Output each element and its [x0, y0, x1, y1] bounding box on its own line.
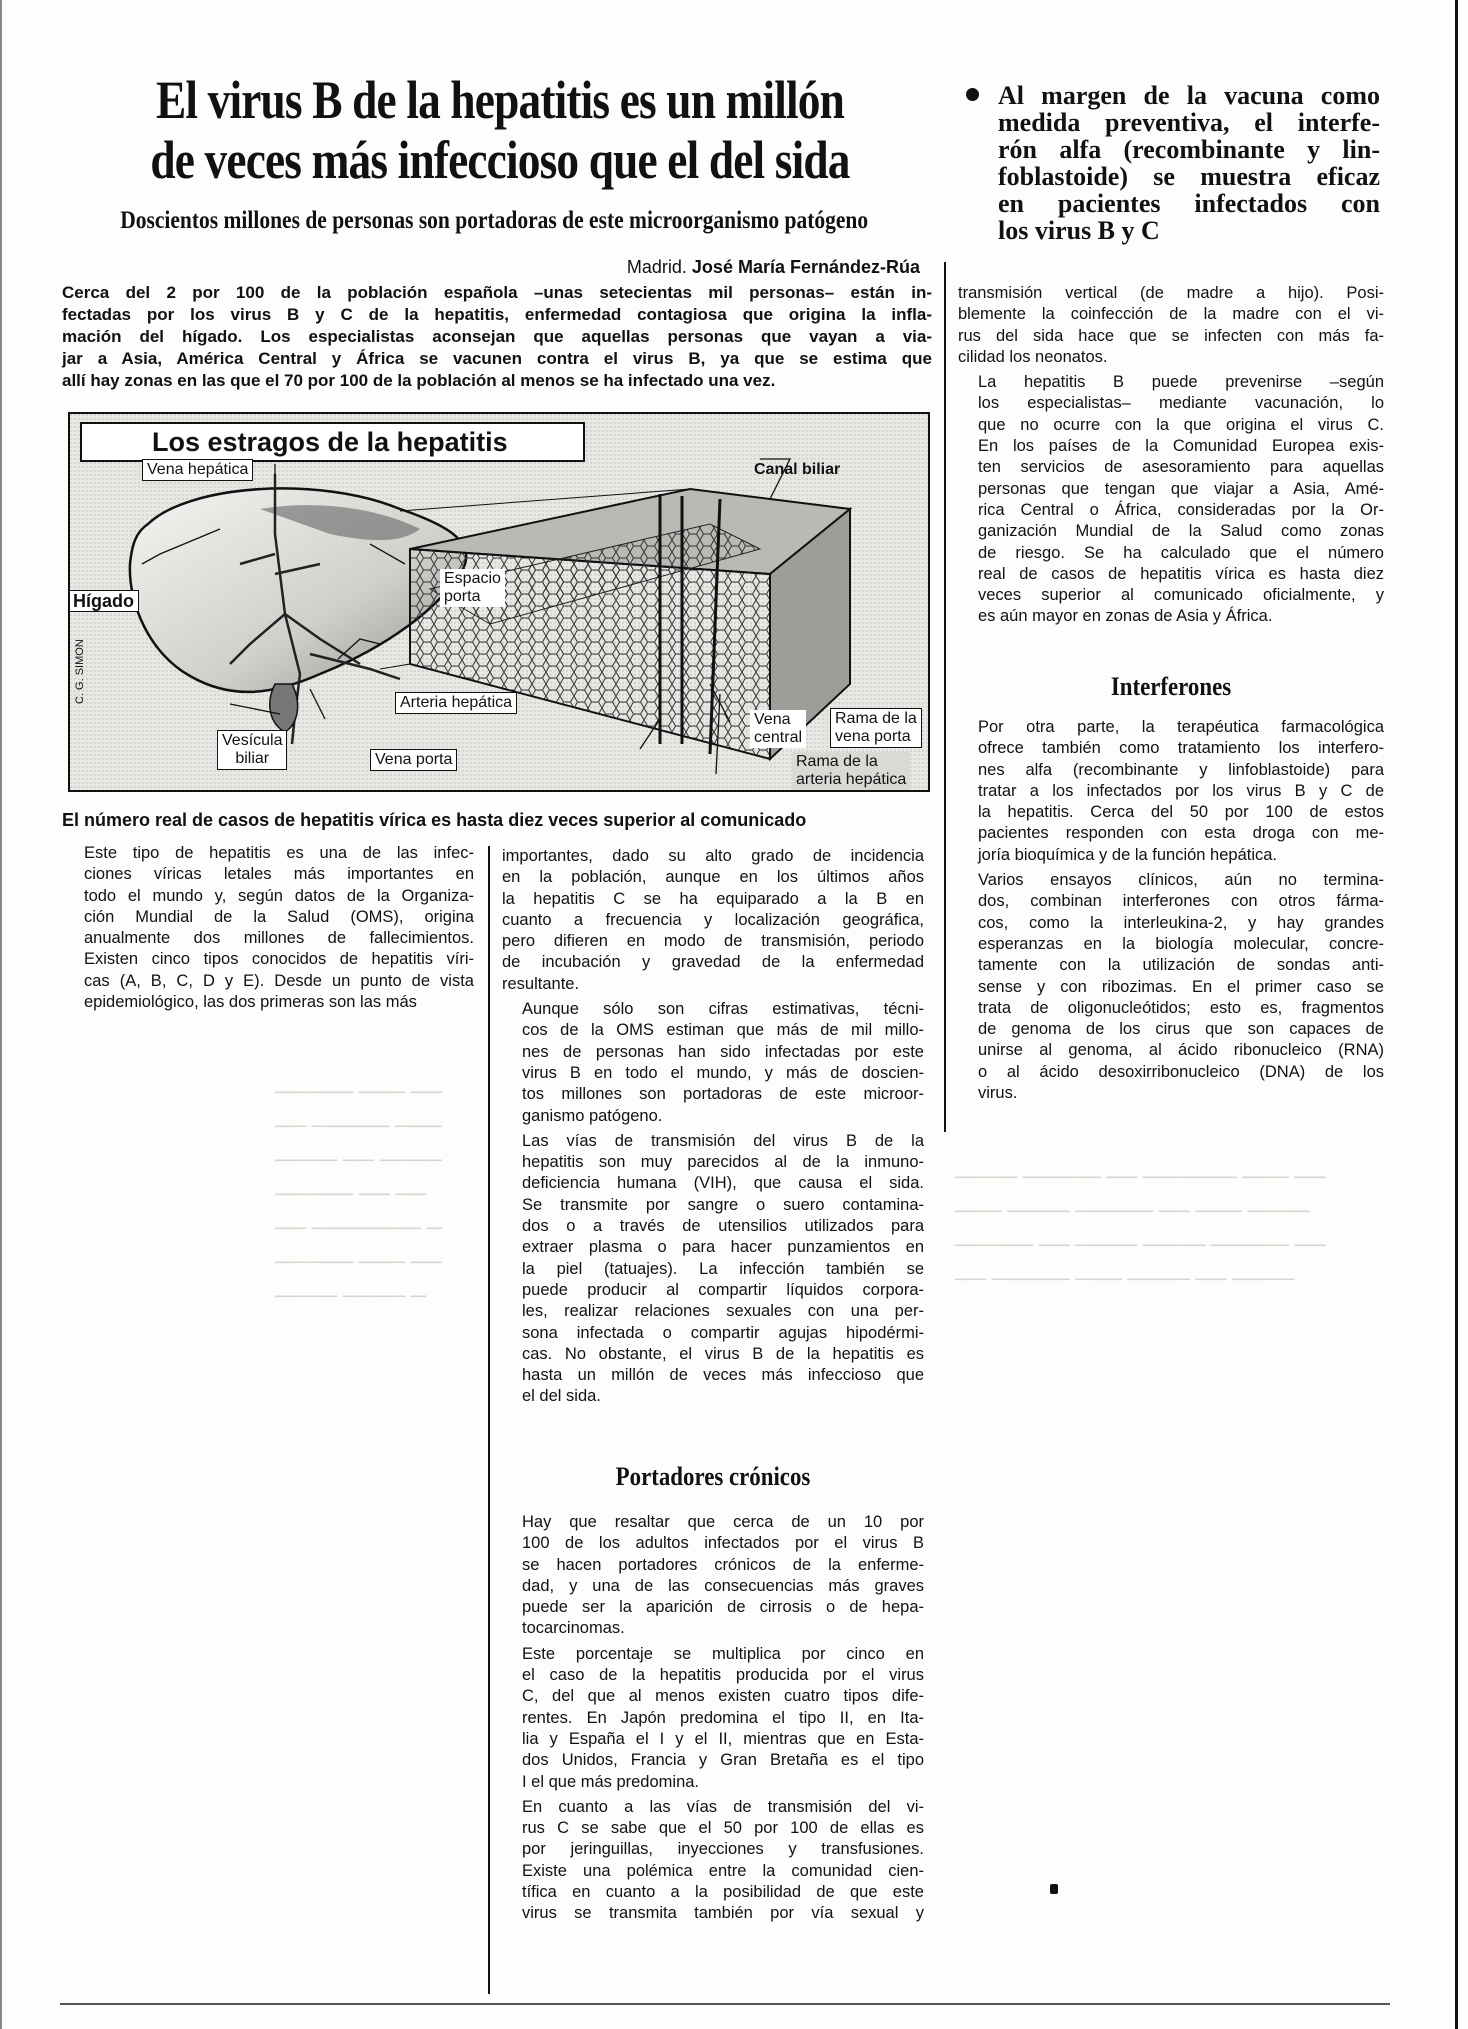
text-line: ten servicios de asesoramiento para aquellas	[978, 458, 1384, 477]
text-line: tamente con la utilización de sondas anti-	[978, 956, 1384, 975]
text-line: personas que tengan que viajar a Asia, Amé-	[978, 479, 1384, 498]
text-line: cos de la OMS estiman que más de mil millo-	[522, 1021, 924, 1040]
text-line: veces superior al comunicado oficialmente, y	[978, 586, 1384, 605]
pull-quote-line: los virus B y C	[998, 216, 1160, 245]
text-line: los especialistas– mediante vacunación, lo	[978, 394, 1384, 413]
text-line: dos Unidos, Francia y Gran Bretaña es el tipo	[522, 1751, 924, 1770]
text-line: pacientes responden con esta droga con me-	[978, 824, 1384, 843]
text-line: dad, y una de las consecuencias más graves	[522, 1576, 924, 1595]
text-line: rica Central o África, consideradas por la Or-	[978, 500, 1384, 519]
article-column-1	[64, 843, 474, 1017]
text-line: importantes, dado su alto grado de incidencia	[502, 847, 924, 865]
text-line: todo el mundo y, según datos de la Organiza-	[84, 886, 474, 905]
text-line: cas. No obstante, el virus B de la hepatitis es	[522, 1344, 924, 1363]
text-line: tratar a los infectados por los virus B y C de	[978, 781, 1384, 800]
text-line: Hay que resaltar que cerca de un 10 por	[522, 1513, 924, 1531]
figure-title: Los estragos de la hepatitis	[80, 422, 585, 462]
text-line: rus del sida hace que se infecten con más fa-	[958, 326, 1384, 345]
column-rule-right	[944, 262, 946, 1132]
text-line: Aunque sólo son cifras estimativas, técni-	[522, 1000, 924, 1019]
text-line: lia y España el I y el II, mientras que en Esta-	[522, 1729, 924, 1748]
text-line: ofrece también como tratamiento los interfero-	[978, 739, 1384, 758]
text-line: nes de personas han sido infectadas por este	[522, 1042, 924, 1061]
text-line: blemente la coinfección de la madre con el vi-	[958, 305, 1384, 324]
paragraph	[958, 372, 1384, 628]
text-line: Existe una polémica entre la comunidad cien-	[522, 1861, 924, 1880]
text-line: virus se transmita también por vía sexual y	[522, 1904, 924, 1923]
text-line: unirse al genoma, al ácido ribonucleico (RNA)	[978, 1041, 1384, 1060]
text-line: C, del que al menos existen cuatro tipos dife-	[522, 1687, 924, 1706]
text-line: transmisión vertical (de madre a hijo). Posi-	[958, 284, 1384, 302]
text-line: resultante.	[502, 974, 580, 993]
text-line: tos millones son portadoras de este microor-	[522, 1085, 924, 1104]
label-canal-biliar: Canal biliar	[754, 461, 841, 478]
text-line: Por otra parte, la terapéutica farmacológica	[978, 718, 1384, 736]
text-line: Se transmite por sangre o suero contamina-	[522, 1195, 924, 1214]
illustration-credit: C. G. SIMON	[74, 639, 86, 704]
show-through-text: ───── ─── ── ── ───── ─── ──── ── ──── ───── ── ── ── ─────── ─ ───── ─── ── ──── ──── ─	[275, 1079, 442, 1308]
text-line: La hepatitis B puede prevenirse –según	[978, 373, 1384, 392]
text-line: Existen cinco tipos conocidos de hepatitis víri-	[84, 950, 474, 969]
text-line: el caso de la hepatitis producida por el virus	[522, 1666, 924, 1685]
text-line: o al ácido desoxirribonucleico (DNA) de los	[978, 1062, 1384, 1081]
label-rama-vena-porta: Rama de la vena porta	[830, 708, 922, 748]
text-line: es aún mayor en zonas de Asia y África.	[978, 607, 1273, 626]
text-line: en la población, aunque en los últimos años	[502, 868, 924, 887]
article-column-3-continued	[958, 717, 1384, 1108]
text-line: virus.	[978, 1084, 1018, 1103]
lead-paragraph	[62, 282, 932, 392]
text-line: dos o a través de utensilios utilizados para	[522, 1217, 924, 1236]
section-title-interferones: Interferones	[1110, 672, 1232, 701]
text-line: de incubación y gravedad de la enfermedad	[502, 953, 924, 972]
text-line: la hepatitis. Cerca del 50 por 100 de estos	[978, 803, 1384, 822]
text-line: por jeringuillas, inyecciones y transfusiones.	[522, 1840, 924, 1859]
text-line: cuanto a frecuencia y localización geográfica,	[502, 910, 924, 929]
byline-city: Madrid.	[626, 257, 687, 277]
text-line: tífica en cuanto a la posibilidad de que este	[522, 1883, 924, 1902]
headline-line-2: de veces más infeccioso que el del sida	[150, 130, 850, 190]
text-line: ciones víricas letales más importantes en	[84, 865, 474, 884]
text-line: pero difieren en modo de transmisión, periodo	[502, 932, 924, 951]
text-line: Las vías de transmisión del virus B de la	[522, 1131, 924, 1150]
text-line: Este porcentaje se multiplica por cinco en	[522, 1644, 924, 1663]
text-line: la hepatitis C se ha equiparado a la B en	[502, 889, 924, 908]
text-line: sense y con ribozimas. En el primer caso se	[978, 977, 1384, 996]
label-vena-porta: Vena porta	[370, 749, 457, 771]
label-vena-hepatica: Vena hepática	[142, 459, 253, 481]
liver-diagram	[68, 412, 930, 792]
ink-mark	[1050, 1884, 1058, 1894]
text-line: puede ser la aparición de cirrosis o de hepa-	[522, 1598, 924, 1617]
text-line: de genoma de los cirus que son capaces de	[978, 1020, 1384, 1039]
paragraph	[502, 1512, 924, 1640]
text-line: virus B en todo el mundo, y más de doscien-	[522, 1063, 924, 1082]
figure-caption: El número real de casos de hepatitis vírica es hasta diez veces superior al comunicado	[62, 810, 807, 830]
paragraph	[958, 283, 1384, 368]
text-line: trata de oligonucleótidos; esto es, fragmentos	[978, 998, 1384, 1017]
text-line: real de casos de hepatitis vírica es hasta diez	[978, 564, 1384, 583]
article-column-2	[502, 846, 924, 1412]
byline-author: José María Fernández-Rúa	[691, 257, 920, 277]
headline	[130, 70, 869, 190]
text-line: En cuanto a las vías de transmisión del vi-	[522, 1797, 924, 1816]
pull-quote-line: en pacientes infectados con	[998, 189, 1380, 218]
text-line: 100 de los adultos infectados por el virus B	[522, 1534, 924, 1553]
text-line: sona infectada o compartir agujas hipodérmi-	[522, 1323, 924, 1342]
text-line: extraer plasma o para hacer punzamientos en	[522, 1238, 924, 1257]
subtitle: Doscientos millones de personas son portadoras de este microorganismo patógeno	[120, 207, 869, 234]
pull-quote-line: rón alfa (recombinante y lin-	[998, 135, 1380, 164]
show-through-text-2: ──── ───── ── ────── ─── ── ─── ──── ───── ── ─── ──── ───── ── ──── ──── ───── ── ── ───── ─── ──── ── ────	[955, 1164, 1326, 1291]
paragraph	[958, 870, 1384, 1104]
text-line: esperanzas en la biología molecular, concre-	[978, 934, 1384, 953]
text-line: que no ocurre con la que origina el virus C.	[978, 415, 1384, 434]
label-espacio-porta: Espacio porta	[440, 569, 505, 607]
lead-line: mación del hígado. Los especialistas aconsejan que aquellas personas que vayan a via-	[62, 327, 932, 346]
text-line: el del sida.	[522, 1387, 601, 1406]
right-page-edge	[1455, 0, 1458, 2029]
text-line: joría bioquímica y de la función hepática.	[978, 845, 1278, 864]
text-line: nes alfa (recombinante y linfoblastoide) para	[978, 760, 1384, 779]
text-line: Este tipo de hepatitis es una de las infec-	[84, 844, 474, 862]
paragraph	[502, 1131, 924, 1408]
text-line: cas (A, B, C, D y E). Desde un punto de vista	[84, 971, 474, 990]
label-vesicula-biliar: Vesícula biliar	[217, 730, 287, 770]
lead-line: jar a Asia, América Central y África se vacunen contra el virus B, ya que se estima que	[62, 349, 932, 368]
pull-quote-line: foblastoide) se muestra eficaz	[998, 162, 1380, 191]
text-line: tocarcinomas.	[522, 1619, 625, 1638]
text-line: deficiencia humana (VIH), que causa el sida.	[522, 1174, 924, 1193]
label-arteria-hepatica: Arteria hepática	[395, 692, 517, 714]
pull-quote	[998, 82, 1380, 244]
label-rama-arteria-hepatica: Rama de la arteria hepática	[792, 752, 910, 790]
text-line: cilidad los neonatos.	[958, 347, 1108, 366]
section-title-portadores: Portadores crónicos	[615, 1462, 811, 1491]
lead-line: fectadas por los virus B y C de la hepatitis, enfermedad contagiosa que origina la infla-	[62, 305, 932, 324]
label-higado: Hígado	[68, 590, 139, 612]
lead-line: Cerca del 2 por 100 de la población española –unas setecientas mil personas– están in-	[62, 283, 932, 302]
bottom-rule	[60, 2003, 1390, 2005]
paragraph	[502, 1797, 924, 1925]
text-line: se hacen portadores crónicos de la enferme-	[522, 1555, 924, 1574]
text-line: hepatitis son muy parecidos al de la inmuno-	[522, 1153, 924, 1172]
text-line: ción Mundial de la Salud (OMS), origina	[84, 907, 474, 926]
text-line: anualmente dos millones de fallecimientos.	[84, 929, 474, 948]
column-rule-center	[488, 846, 490, 1994]
text-line: de riesgo. Se ha calculado que el número	[978, 543, 1384, 562]
headline-line-1: El virus B de la hepatitis es un millón	[155, 70, 845, 130]
paragraph	[502, 846, 924, 995]
text-line: Varios ensayos clínicos, aún no termina-	[978, 871, 1384, 890]
lead-line: allí hay zonas en las que el 70 por 100 de la población al menos se ha infectado una vez.	[62, 371, 776, 390]
text-line: hasta un millón de veces más infeccioso que	[522, 1366, 924, 1385]
paragraph	[502, 1644, 924, 1793]
text-line: ganismo patógeno.	[522, 1106, 663, 1125]
text-line: cos, como la interleukina-2, y hay grandes	[978, 913, 1384, 932]
text-line: rentes. En Japón predomina el tipo II, en Ita-	[522, 1708, 924, 1727]
text-line: En los países de la Comunidad Europea exis-	[978, 437, 1384, 456]
paragraph	[64, 843, 474, 1013]
paragraph	[958, 717, 1384, 866]
text-line: I el que más predomina.	[522, 1772, 700, 1791]
article-column-2-continued	[502, 1512, 924, 1929]
article-column-3	[958, 283, 1384, 632]
paragraph	[502, 999, 924, 1127]
left-page-edge	[0, 0, 2, 2029]
label-vena-central: Vena central	[750, 710, 806, 748]
bullet-icon	[966, 88, 979, 101]
pull-quote-line: medida preventiva, el interfe-	[998, 108, 1380, 137]
text-line: puede producir al compartir líquidos corpora-	[522, 1280, 924, 1299]
pull-quote-line: Al margen de la vacuna como	[998, 81, 1380, 110]
text-line: ganización Mundial de la Salud como zonas	[978, 522, 1384, 541]
byline	[560, 257, 920, 278]
text-line: dos, combinan interferones con otros fárma-	[978, 892, 1384, 911]
text-line: la piel (tatuajes). La infección también se	[522, 1259, 924, 1278]
text-line: epidemiológico, las dos primeras son las más	[84, 993, 417, 1012]
text-line: rus C se sabe que el 50 por 100 de ellas es	[522, 1819, 924, 1838]
text-line: les, realizar relaciones sexuales con una per-	[522, 1302, 924, 1321]
